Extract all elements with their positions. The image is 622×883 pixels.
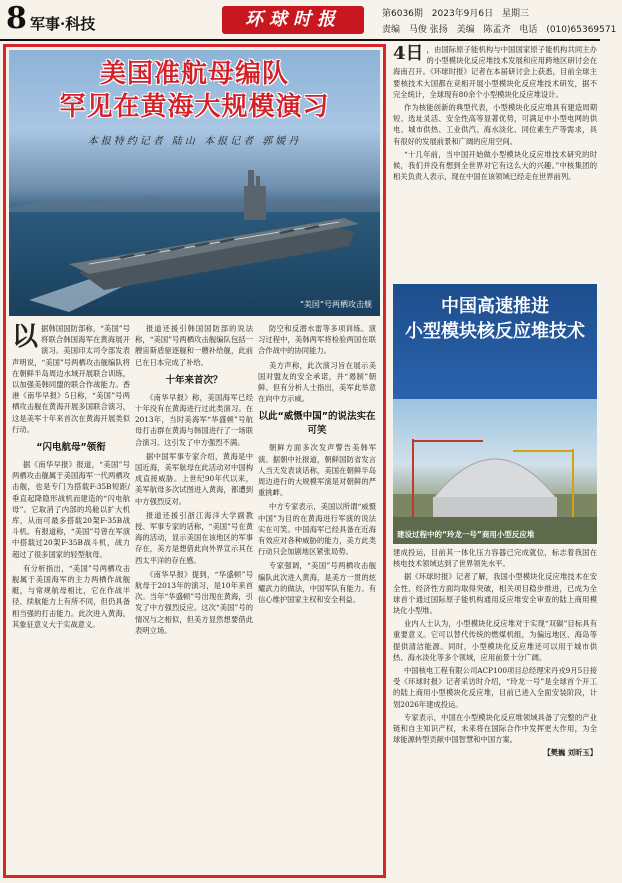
paragraph: 据韩国国防部称，“美国”号将联合韩国海军在黄海展开演习。美国印太司令部发表声明说，“美国”号两栖攻击舰编队将在朝鲜半岛周边水域开展联合训练，以加强美韩同盟的联合作战能力。香港《南华早报》5日称，“美国”号两栖攻击舰在黄海开展多国联合演习，这是美军十年来首次在黄海开展类似行动。 — [12, 324, 130, 434]
paragraph: 《南华早报》提到，“华盛顿”号航母于2013年的演习，是10年来首次。当年“华盛顿”号出现在黄海，引发了中方强烈反应。这次“美国”号的情况与之相似，但美方显然想要借此表明立场。 — [135, 569, 253, 635]
page-number: 8 — [6, 1, 27, 36]
subhead-lightning-carrier: “闪电航母”领衔 — [36, 442, 106, 454]
right-article — [393, 44, 597, 878]
reactor-dome-illustration — [393, 399, 597, 544]
smr-headline-box — [393, 284, 597, 399]
issue-date: 2023年9月6日 — [431, 9, 494, 19]
paragraph: 建成投运，目前其一体化压力容器已完成就位，标志着我国在核电技术领域达到了世界领先水平。 — [393, 548, 597, 569]
phone: (010)65369571 — [546, 25, 617, 35]
paragraph: 朝鲜方面多次发声警告美韩军演。据朝中社报道，朝鲜国防省发言人当天发表谈话称，美国在朝鲜半岛周边进行的大规模军演是对朝鲜的严重挑衅。 — [258, 443, 376, 498]
designer: 陈孟齐 — [483, 25, 511, 35]
paragraph: 中方专家表示，美国以所谓“威慑中国”为目的在黄海进行军演的说法实在可笑。中国海军已经具备在近海有效应对各种威胁的能力，美方此类行动只会加剧地区紧张局势。 — [258, 502, 376, 557]
article-column-3 — [258, 323, 376, 871]
masthead — [0, 0, 617, 40]
paragraph: 据《环球时报》记者了解，我国小型模块化反应堆技术在安全性、经济性方面均取得突破，相关项目稳步推进，已成为全球首个通过国际原子能机构通用反应堆安全审查的陆上商用模块化小型堆。 — [393, 572, 597, 616]
paragraph: 《南华早报》称，美国海军已经十年没有在黄海进行过此类演习。在2013年，当时美海军“华盛顿”号航母打击群在黄海与韩国进行了一场联合演习。这引发了中方强烈不满。 — [135, 392, 253, 447]
editor-label: 责编 — [382, 25, 401, 35]
paragraph: 据《南华早报》报道，“美国”号两栖攻击舰属于美国海军一代两栖攻击舰，也是专门为搭载F-35B短距/垂直起降隐形战机而建造的“闪电航母”。它取消了内部的坞舱以扩大机库，从而可最多搭载20架F-35B战斗机。有报道称，“美国”号曾在军演中搭载过20架F-35B战斗机，战力超过了很多国家的轻型航母。 — [12, 460, 130, 559]
dateline: 4日 — [393, 43, 424, 64]
article-body — [12, 323, 377, 873]
reactor-photo-caption: 建设过程中的“玲龙一号”商用小型反应堆 — [397, 530, 535, 539]
paragraph: 中国核电工程有限公司ACP100项目总经理宋丹戎9月5日接受《环球时报》记者采访时介绍，“玲龙一号”是全球首个开工的陆上商用小型模块化反应堆，目前已进入全面安装阶段，计划2026年建成投运。 — [393, 666, 597, 709]
article-column-1 — [12, 323, 130, 871]
hero-photo — [9, 50, 380, 316]
design-label: 美编 — [456, 25, 475, 35]
article-column-2 — [135, 323, 253, 871]
issue-info — [382, 6, 535, 19]
newspaper-logo: 环球时报 — [222, 6, 364, 34]
paragraph: 专家表示，中国在小型模块化反应堆领域具备了完整的产业链和自主知识产权，未来将在国际合作中发挥更大作用，为全球能源转型贡献中国智慧和中国方案。 — [393, 712, 597, 745]
photo-caption: “美国”号两栖攻击舰 — [299, 300, 372, 309]
feature-article — [3, 44, 386, 878]
feature-headline — [9, 58, 380, 124]
smr-headline-line-2: 小型模块核反应堆技术 — [405, 321, 585, 342]
paragraph: 报道还援引浙江海洋大学副教授、军事专家的话称，“美国”号在黄海的活动，显示美国在该地区的军事存在，美方是想借此向外界宣示其在西太平洋的存在感。 — [135, 510, 253, 565]
right-article-body — [393, 547, 597, 877]
paragraph: “十几年前，当中国开始做小型模块化反应堆技术研究的时候，我们并没有想到全世界对它有这么大的兴趣。”中核集团的相关负责人表示，现在中国在该领域已经走在世界前列。 — [393, 149, 597, 182]
subhead-deterrence-claim: 以此“威慑中国”的说法实在可笑 — [258, 411, 376, 437]
header-rule — [0, 39, 600, 41]
right-article-intro — [393, 44, 597, 282]
paragraph: 业内人士认为，小型模块化反应堆对于实现“双碳”目标具有重要意义。它可以替代传统的燃煤机组，为偏远地区、海岛等提供清洁能源。同时，小型模块化反应堆还可以用于城市供热、海水淡化等多个领域，应用前景十分广阔。 — [393, 619, 597, 662]
paragraph: 有分析指出，“美国”号两栖攻击舰属于美国海军的主力两栖作战舰艇，与常规航母相比，它在作战半径、续航能力上有所不同，但仍具备相当强的打击能力。此次进入黄海，其象征意义大于实战意义。 — [12, 563, 130, 629]
reactor-construction-photo — [393, 399, 597, 544]
paragraph: 防空和反潜水雷等多项训练。演习过程中，美韩两军将检验两国在联合作战中的协同能力。 — [258, 324, 376, 356]
paragraph: ，由国际原子能机构与中国国家原子能机构共同主办的小型模块化反应堆技术发展和应用跨地区研讨会在海南召开。《环球时报》记者在本届研讨会上获悉，目前全球主要核技术大国都在竞相开展小型模块化反应堆技术研发，据不完全统计，全球现有80余个小型模块化反应堆设计。 — [393, 45, 597, 99]
byline: 本报特约记者 陆山 本报记者 郭媛丹 — [87, 136, 302, 147]
issue-weekday: 星期三 — [502, 9, 530, 19]
paragraph: 美方声称，此次演习旨在展示美国对盟友的安全承诺，并“遏制”朝鲜。但有分析人士指出，美军此举意在向中方示威。 — [258, 360, 376, 404]
paragraph: 据中国军事专家介绍，黄海是中国近海，美军航母在此活动对中国构成直接威胁。上世纪90年代以来，美军航母多次试图进入黄海，都遭到中方强烈反对。 — [135, 451, 253, 506]
paragraph: 专家强调，“美国”号两栖攻击舰编队此次进入黄海，是美方一贯的炫耀武力的做法，中国军队有能力、有信心维护国家主权和安全利益。 — [258, 561, 376, 605]
section-title: 军事·科技 — [30, 15, 96, 33]
smr-headline — [393, 294, 597, 344]
headline-line-1: 美国准航母编队 — [99, 59, 289, 89]
paragraph: 报道还援引韩国国防部的说法称，“美国”号两栖攻击舰编队包括一艘宙斯盾驱逐舰和一艘补给舰，此前已在日本完成了补给。 — [135, 324, 253, 367]
editors: 马俊 张扬 — [408, 25, 448, 35]
headline-line-2: 罕见在黄海大规模演习 — [59, 92, 330, 122]
subhead-first-in-decade: 十年来首次？ — [165, 374, 223, 386]
smr-headline-line-1: 中国高速推进 — [441, 296, 549, 317]
author-signoff: 【樊巍 刘昕玉】 — [543, 748, 597, 758]
editor-info — [382, 22, 622, 35]
paragraph: 作为核能创新的典型代表，小型模块化反应堆具有建造周期短、选址灵活、安全性高等显著优势，可满足中小型电网的供电、城市供热、工业供汽、海水淡化、同位素生产等需求，具有很好的发展前景和广阔的应用空间。 — [393, 103, 597, 146]
phone-label: 电话 — [519, 25, 538, 35]
issue-number: 第6036期 — [382, 9, 423, 19]
drop-cap: 以 — [12, 322, 39, 352]
